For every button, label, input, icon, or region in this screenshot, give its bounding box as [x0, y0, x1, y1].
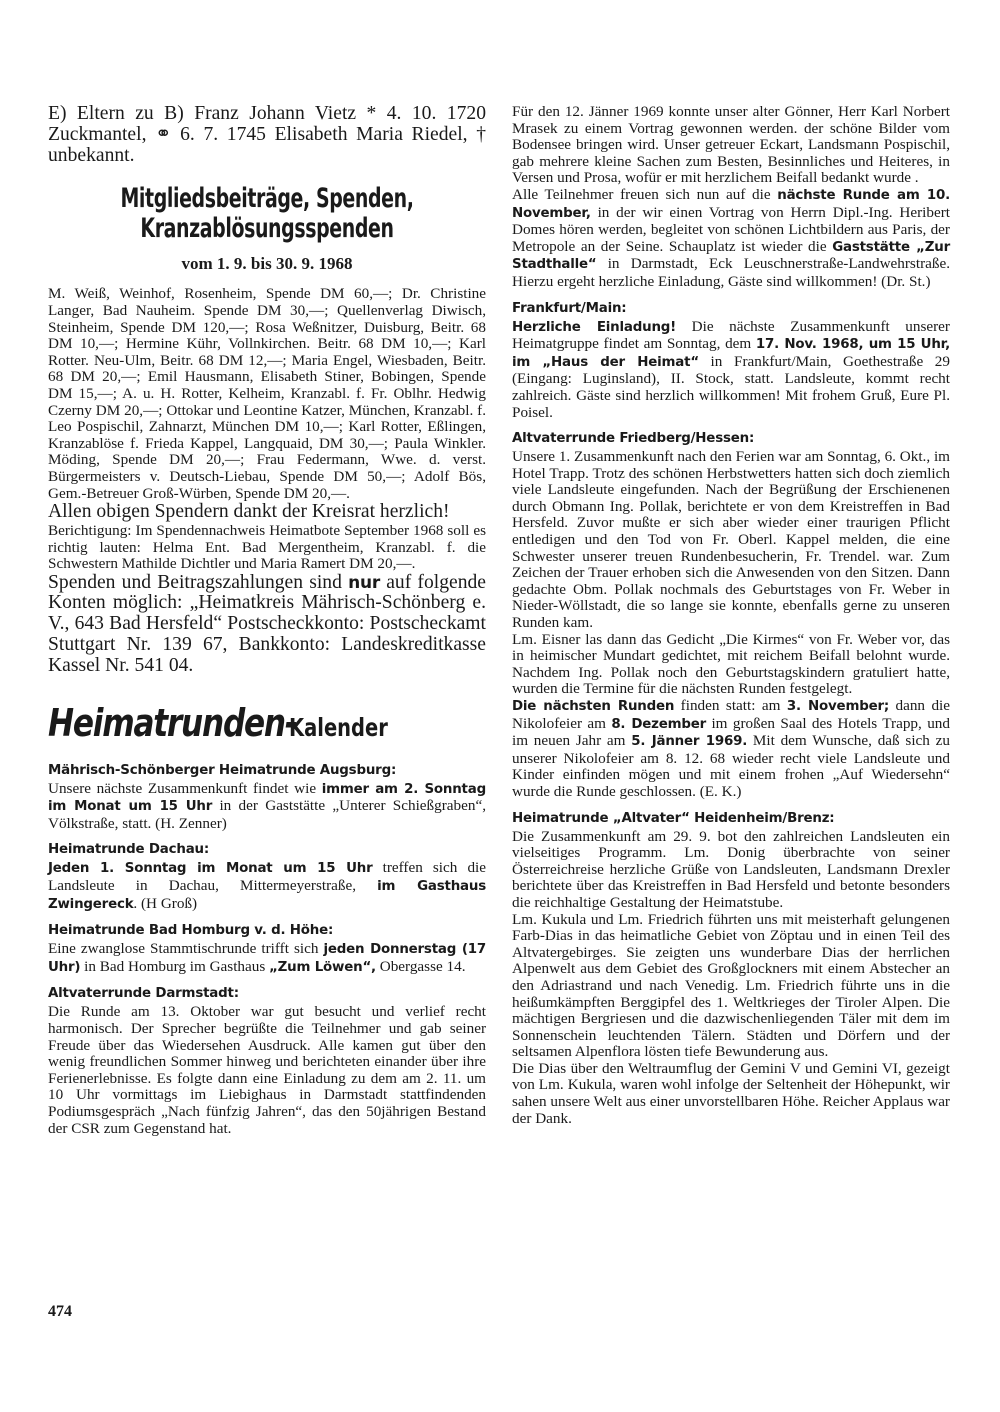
- text-run: Für den 12. Jänner 1969 konnte unser alter Gönner, Herr Karl Norbert Mrasek zu einem Vortrag gewonnen werden. der schöne Bilder vom Bodensee bringen wird. Unser getreuer Eckart, Landsmann Pospischil, gab mehrere kleine Sachen zum Besten, Besinnliches und Heiteres, in Versen und Prosa, wofür er mit herzlichem Beifall bedankt wurde .: [512, 103, 950, 187]
- section-heading: Heimatrunde Dachau:: [48, 842, 210, 858]
- paragraph: [48, 286, 486, 502]
- calendar-heading-suffix: Kalender: [289, 712, 389, 742]
- section-heading: Altvaterrunde Friedberg/Hessen:: [512, 431, 755, 447]
- paragraph: [48, 104, 486, 166]
- bold-text: nur: [348, 572, 381, 593]
- text-run: Die Runde am 13. Oktober war gut besucht und verlief recht harmonisch. Der Sprecher begrüßte die Teilnehmer und gab seiner Freude über das Wiedersehen Ausdruck. Alle kamen gut über den wenig freundlichen Sommer hinweg und berichteten einander über ihre Ferienerlebnisse. Es folgte dann eine Einladung zu dem am 2. 11. um 10 Uhr vormittags im Liebighaus in Darmstadt stattfindenden Podiumsgespräch „Nach fünfzig Jahren“, das den 50jährigen Bestand der CSR zum Gegenstand hat.: [48, 1003, 486, 1137]
- section-heading: Heimatrunde Bad Homburg v. d. Höhe:: [48, 923, 334, 939]
- bold-text: nächste Runde am 10. November,: [512, 187, 951, 221]
- paragraph: [48, 523, 486, 573]
- text-run: finden statt: am: [674, 697, 787, 714]
- text-run: im großen Saal des Hotels Trapp, und im neuen Jahr am: [512, 714, 950, 750]
- paragraph: [512, 1061, 950, 1127]
- bold-text: Die nächsten Runden: [512, 699, 675, 714]
- paragraph: [512, 698, 950, 801]
- text-run: auf folgende Konten möglich: „Heimatkreis Mährisch-Schönberg e. V., 643 Bad Hersfeld“ Postscheckkonto: Postscheckamt Stuttgart Nr. 139 67, Bankkonto: Landeskreditkasse Kassel Nr. 541 04.: [48, 571, 486, 676]
- article-title: Mitgliedsbeiträge, Spenden, Kranzablösungsspenden: [120, 183, 414, 245]
- bold-text: Jeden 1. Sonntag im Monat um 15 Uhr: [48, 861, 373, 877]
- section-heading: Altvaterrunde Darmstadt:: [48, 986, 239, 1002]
- calendar-heading: [48, 701, 486, 745]
- paragraph: [48, 941, 486, 976]
- text-run: in Bad Homburg im Gasthaus: [80, 957, 270, 975]
- left-column: [48, 104, 486, 1137]
- text-run: dann die Nikolofeier am: [512, 697, 951, 732]
- paragraph: [512, 449, 950, 632]
- bold-text: 8. Dezember: [611, 716, 707, 732]
- section-heading: Heimatrunde „Altvater“ Heidenheim/Brenz:: [512, 810, 835, 826]
- text-run: Unsere 1. Zusammenkunft nach den Ferien war am Sonntag, 6. Okt., im Hotel Trapp. Trotz des schönen Herbstwetters hatten sich doch ziemlich viele Landsleute eingefunden. Nach der Begrüßung der Erschienenen durch Obmann Ing. Pollak, berichtete er von dem Kreistreffen in Bad Hersfeld. Zuvor mußte er sich aber wieder einer traurigen Pflicht entledigen und den Tod von Fr. Oberl. Kappel melden, die eine Schwester unserer treuen Rundenbesucherin, Fr. Trendel. war. Zum Zeichen der Trauer erhoben sich die Anwesenden von den Sitzen. Dann gedachte Obm. Pollak nochmals des Geburtstages von Fr. Weber in Nieder-Wöllstadt, die so lange sie konnte, ebenfalls gerne zu unseren Runden kam.: [512, 448, 950, 632]
- section-heading: Frankfurt/Main:: [512, 300, 627, 316]
- bold-text: immer am 2. Sonntag im Monat um 15 Uhr: [48, 781, 486, 815]
- bold-text: Gaststätte „Zur Stadthalle“: [512, 239, 951, 273]
- text-run: Die Zusammenkunft am 29. 9. bot den zahlreichen Landsleuten ein vielseitiges Programm. Lm. Donig überbrachte von seiner Österreichreise herzliche Grüße von Landsleuten, Landsmann Drexler berichtete über das Kreistreffen in Bad Hersfeld und betonte besonders die reichhaltige Gestaltung der Heimatstube.: [512, 827, 950, 911]
- text-run: Allen obigen Spendern dankt der Kreisrat herzlich!: [48, 501, 450, 523]
- text-run: in Darmstadt, Eck Leuschnerstraße-Landwehrstraße. Hierzu ergeht herzliche Einladung, Gäste sind willkommen! (Dr. St.): [512, 255, 950, 290]
- date-range: vom 1. 9. bis 30. 9. 1968: [181, 254, 353, 274]
- paragraph: [512, 104, 950, 187]
- paragraph: [48, 573, 486, 677]
- text-run: Berichtigung: Im Spendennachweis Heimatbote September 1968 soll es richtig lauten: Helma Ent. Bad Mergentheim, Kranzabl. f. die Schwestern Mathilde Dichtler und Maria Ramert DM 20,—.: [48, 521, 486, 573]
- text-run: Unsere nächste Zusammenkunft findet wie: [48, 779, 322, 797]
- paragraph: [48, 781, 486, 833]
- text-run: in Frankfurt/Main, Goethestraße 29 (Eingang: Luginsland), II. Stock, statt. Landsleute, kommt recht zahlreich. Gäste sind herzlich willkommen! Mit frohem Gruß, Eure Pl. Poisel.: [512, 352, 950, 421]
- paragraph: [512, 912, 950, 1061]
- bold-text: Herzliche Einladung!: [512, 319, 677, 335]
- paragraph: [512, 632, 950, 698]
- paragraph: [48, 860, 486, 913]
- section-heading: Mährisch-Schönberger Heimatrunde Augsburg:: [48, 762, 397, 778]
- text-run: Lm. Eisner las dann das Gedicht „Die Kirmes“ von Fr. Weber vor, das in heimischer Mundart gedichtet, mit reichem Beifall belohnt wurde. Nachdem Ing. Pollak noch den Geburtstagskindern gratuliert hatte, wurden die Termine für die nächsten Runden festgelegt.: [512, 630, 950, 698]
- paragraph: [48, 502, 486, 523]
- text-run: treffen sich die Landsleute in Dachau, Mittermeyerstraße,: [48, 859, 486, 895]
- bold-text: im Gasthaus Zwingereck: [48, 879, 486, 912]
- bold-text: 5. Jänner 1969.: [631, 734, 748, 750]
- text-run: E) Eltern zu B) Franz Johann Vietz * 4. 10. 1720 Zuckmantel, ⚭ 6. 7. 1745 Elisabeth Maria Riedel, † unbekannt.: [48, 103, 486, 166]
- paragraph: [48, 1004, 486, 1137]
- calendar-heading-main: Heimatrunden-: [48, 700, 297, 745]
- text-run: in der wir einen Vortrag von Herrn Dipl.-Ing. Heribert Domes hören werden, begleitet von schönen Lichtbildern aus Paris, der Metropole an der Seine. Schauplatz ist wieder die: [512, 203, 950, 255]
- bold-text: 3. November;: [786, 699, 890, 714]
- paragraph: [512, 319, 950, 422]
- text-run: Obergasse 14.: [375, 957, 466, 975]
- paragraph: [512, 187, 950, 291]
- text-run: . (H Groß): [133, 894, 198, 912]
- text-run: Mit dem Wunsche, daß sich zu unserer Nikolofeier am 8. 12. 68 wieder recht viele Landsleute und Kinder einfinden mögen und mit einem frohen „Auf Wiedersehn“ wurde die Runde geschlossen. (E. K.): [512, 732, 950, 800]
- bold-text: „Zum Löwen“,: [269, 959, 376, 975]
- text-run: Alle Teilnehmer freuen sich nun auf die: [512, 185, 778, 203]
- bold-text: 17. Nov. 1968, um 15 Uhr, im „Haus der Heimat“: [512, 337, 950, 370]
- text-run: M. Weiß, Weinhof, Rosenheim, Spende DM 60,—; Dr. Christine Langer, Bad Nauheim. Spende DM 30,—; Quellenverlag Diwisch, Steinheim, Spende DM 120,—; Rosa Weßnitzer, Duisburg, Beitr. 68 DM 10,—; Hermine Kühr, Vollnkirchen. Beitr. 68 DM 10,—; Karl Rotter. Neu-Ulm, Beitr. 68 DM 12,—; Maria Engel, Wiesbaden, Beitr. 68 DM 20,—; Emil Hausmann, Elisabeth Stiner, Bobingen, Spende DM 15,—; A. u. H. Rotter, Kelheim, Kranzabl. f. Fr. Oblhr. Hedwig Czerny DM 20,—; Ottokar und Leontine Katzer, München, Kranzabl. f. Leo Pospischil, Zahnarzt, München DM 10,—; Karl Rotter, Eßlingen, Kranzablöse f. Frieda Kappel, Langquaid, DM 30,—; Paula Winkler. Möding, Spende DM 20,—; Frau Federmann, Wwe. d. verst. Bürgermeisters v. Deutsch-Liebau, Spende DM 50,—; Adolf Bös, Gem.-Betreuer Groß-Würben, Spende DM 20,—.: [48, 285, 486, 502]
- page-number: 474: [48, 1303, 72, 1320]
- text-run: Eine zwanglose Stammtischrunde trifft sich: [48, 940, 324, 958]
- text-run: Lm. Kukula und Lm. Friedrich führten uns mit meisterhaft gelungenen Farb-Dias in das heimatliche Gebiet von Zöptau und in einen Teil des Altvatergebirges. Sie zeigten uns wunderbare Dias der herrlichen Alpenwelt aus dem Gebiet des Großglockners mit einem Abstecher an den Adriastrand und nach Venedig. Lm. Friedrich führte uns in die heißumkämpften Berggipfel des 1. Weltkrieges der Tiroler Alpen. Die mächtigen Bergriesen und die dazwischenliegenden Täler mit dem im Sonnenschein leuchtenden Tälern. Städten und Dörfern und der seltsamen Alpenflora lösten tiefe Bewunderung aus.: [512, 910, 950, 1061]
- text-run: Die Dias über den Weltraumflug der Gemini V und Gemini VI, gezeigt von Lm. Kukula, waren wohl infolge der Seltenheit der Höhepunkt, wir sahen unsere Welt aus einer unvorstellbaren Höhe. Reicher Applaus war der Dank.: [512, 1059, 950, 1127]
- paragraph: [512, 829, 950, 912]
- text-run: Die nächste Zusammenkunft unserer Heimatgruppe findet am Sonntag, dem: [512, 317, 950, 353]
- text-run: in der Gaststätte „Unterer Schießgraben“, Völkstraße, statt. (H. Zenner): [48, 797, 486, 832]
- bold-text: jeden Donnerstag (17 Uhr): [48, 942, 486, 975]
- right-column: [512, 104, 950, 1127]
- text-run: Spenden und Beitragszahlungen sind: [48, 571, 349, 593]
